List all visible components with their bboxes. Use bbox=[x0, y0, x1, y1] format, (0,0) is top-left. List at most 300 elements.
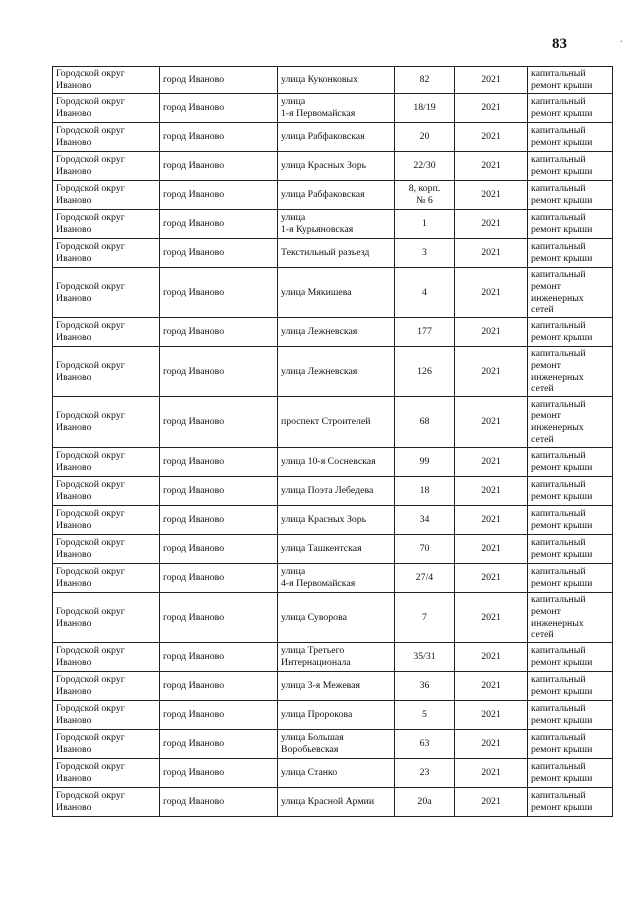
house-number-text: 18 bbox=[419, 485, 430, 497]
house-number-cell bbox=[395, 564, 455, 593]
work-type-text: капитальный ремонт крыши bbox=[531, 450, 593, 473]
city-text: город Иваново bbox=[163, 611, 225, 623]
city-text: город Иваново bbox=[163, 218, 225, 230]
work-type-cell bbox=[528, 397, 613, 448]
street-text: улица Красных Зорь bbox=[281, 160, 367, 172]
table-row bbox=[53, 788, 613, 817]
city-cell bbox=[160, 397, 278, 448]
street-text: проспект Строителей bbox=[281, 416, 371, 428]
district-text: Городской округ Иваново bbox=[56, 761, 125, 784]
district-cell bbox=[53, 643, 160, 672]
district-text: Городской округ Иваново bbox=[56, 450, 125, 473]
house-number-text: 126 bbox=[417, 365, 432, 377]
city-text: город Иваново bbox=[163, 365, 225, 377]
work-type-cell bbox=[528, 564, 613, 593]
house-number-cell bbox=[395, 759, 455, 788]
work-type-text: капитальный ремонт инженерных сетей bbox=[531, 348, 586, 395]
city-text: город Иваново bbox=[163, 102, 225, 114]
work-type-text: капитальный ремонт крыши bbox=[531, 566, 593, 589]
work-type-cell bbox=[528, 268, 613, 318]
street-cell bbox=[278, 268, 395, 318]
district-cell bbox=[53, 67, 160, 94]
year-cell bbox=[455, 397, 528, 448]
street-cell bbox=[278, 564, 395, 593]
city-cell bbox=[160, 477, 278, 506]
work-type-text: капитальный ремонт крыши bbox=[531, 703, 593, 726]
table-row bbox=[53, 564, 613, 593]
district-text: Городской округ Иваново bbox=[56, 537, 125, 560]
table-row bbox=[53, 123, 613, 152]
year-text: 2021 bbox=[481, 485, 501, 497]
work-type-text: капитальный ремонт крыши bbox=[531, 212, 593, 235]
city-cell bbox=[160, 181, 278, 210]
district-text: Городской округ Иваново bbox=[56, 241, 125, 264]
street-text: улица Большая Воробьевская bbox=[281, 732, 344, 755]
city-cell bbox=[160, 701, 278, 730]
page-number: 83 bbox=[552, 36, 567, 52]
house-number-text: 35/31 bbox=[413, 651, 436, 663]
house-number-cell bbox=[395, 535, 455, 564]
city-cell bbox=[160, 67, 278, 94]
street-cell bbox=[278, 318, 395, 347]
house-number-cell bbox=[395, 181, 455, 210]
street-cell bbox=[278, 701, 395, 730]
street-text: улица Лежневская bbox=[281, 365, 358, 377]
city-text: город Иваново bbox=[163, 286, 225, 298]
table-row bbox=[53, 268, 613, 318]
street-text: улица Рабфаковская bbox=[281, 131, 365, 143]
house-number-text: 8, корп. № 6 bbox=[408, 183, 441, 206]
work-type-text: капитальный ремонт инженерных сетей bbox=[531, 269, 586, 316]
house-number-cell bbox=[395, 318, 455, 347]
year-cell bbox=[455, 535, 528, 564]
year-text: 2021 bbox=[481, 416, 501, 428]
street-cell bbox=[278, 181, 395, 210]
house-number-cell bbox=[395, 268, 455, 318]
city-text: город Иваново bbox=[163, 160, 225, 172]
house-number-cell bbox=[395, 730, 455, 759]
house-number-text: 63 bbox=[419, 738, 430, 750]
district-text: Городской округ Иваново bbox=[56, 96, 125, 119]
work-type-cell bbox=[528, 788, 613, 817]
work-type-cell bbox=[528, 181, 613, 210]
year-text: 2021 bbox=[481, 160, 501, 172]
work-type-cell bbox=[528, 318, 613, 347]
city-text: город Иваново bbox=[163, 680, 225, 692]
work-type-cell bbox=[528, 643, 613, 672]
district-cell bbox=[53, 397, 160, 448]
table-row bbox=[53, 477, 613, 506]
work-type-text: капитальный ремонт крыши bbox=[531, 96, 593, 119]
table-row bbox=[53, 239, 613, 268]
street-cell bbox=[278, 347, 395, 397]
work-type-text: капитальный ремонт крыши bbox=[531, 761, 593, 784]
table-row bbox=[53, 535, 613, 564]
street-cell bbox=[278, 535, 395, 564]
year-text: 2021 bbox=[481, 611, 501, 623]
street-text: улица Красных Зорь bbox=[281, 514, 367, 526]
work-type-text: капитальный ремонт крыши bbox=[531, 790, 593, 813]
house-number-cell bbox=[395, 94, 455, 123]
year-text: 2021 bbox=[481, 218, 501, 230]
district-cell bbox=[53, 347, 160, 397]
year-text: 2021 bbox=[481, 767, 501, 779]
year-cell bbox=[455, 347, 528, 397]
city-cell bbox=[160, 347, 278, 397]
district-text: Городской округ Иваново bbox=[56, 212, 125, 235]
street-text: улица 1-я Первомайская bbox=[281, 96, 356, 119]
work-type-cell bbox=[528, 123, 613, 152]
district-text: Городской округ Иваново bbox=[56, 508, 125, 531]
district-text: Городской округ Иваново bbox=[56, 605, 125, 629]
city-cell bbox=[160, 506, 278, 535]
work-type-text: капитальный ремонт крыши bbox=[531, 154, 593, 177]
city-cell bbox=[160, 239, 278, 268]
city-cell bbox=[160, 535, 278, 564]
street-cell bbox=[278, 730, 395, 759]
house-number-text: 70 bbox=[419, 543, 430, 555]
table-row bbox=[53, 643, 613, 672]
street-text: улица Куконковых bbox=[281, 74, 359, 86]
city-cell bbox=[160, 759, 278, 788]
district-text: Городской округ Иваново bbox=[56, 645, 125, 668]
city-text: город Иваново bbox=[163, 485, 225, 497]
district-cell bbox=[53, 318, 160, 347]
house-number-cell bbox=[395, 239, 455, 268]
work-type-cell bbox=[528, 210, 613, 239]
city-cell bbox=[160, 730, 278, 759]
district-text: Городской округ Иваново bbox=[56, 280, 125, 304]
work-type-text: капитальный ремонт крыши bbox=[531, 645, 593, 668]
city-text: город Иваново bbox=[163, 326, 225, 338]
house-number-cell bbox=[395, 123, 455, 152]
district-cell bbox=[53, 701, 160, 730]
street-cell bbox=[278, 672, 395, 701]
table-row bbox=[53, 94, 613, 123]
house-number-cell bbox=[395, 701, 455, 730]
house-number-cell bbox=[395, 788, 455, 817]
house-number-cell bbox=[395, 672, 455, 701]
house-number-cell bbox=[395, 643, 455, 672]
street-text: улица Поэта Лебедева bbox=[281, 485, 374, 497]
work-type-text: капитальный ремонт крыши bbox=[531, 68, 593, 91]
city-cell bbox=[160, 788, 278, 817]
district-cell bbox=[53, 268, 160, 318]
work-type-cell bbox=[528, 701, 613, 730]
house-number-cell bbox=[395, 210, 455, 239]
district-cell bbox=[53, 94, 160, 123]
district-text: Городской округ Иваново bbox=[56, 790, 125, 813]
street-cell bbox=[278, 788, 395, 817]
city-text: город Иваново bbox=[163, 543, 225, 555]
year-cell bbox=[455, 593, 528, 643]
street-text: улица Лежневская bbox=[281, 326, 358, 338]
street-cell bbox=[278, 239, 395, 268]
house-number-cell bbox=[395, 477, 455, 506]
work-type-text: капитальный ремонт крыши bbox=[531, 320, 593, 343]
year-cell bbox=[455, 477, 528, 506]
table-row bbox=[53, 152, 613, 181]
house-number-cell bbox=[395, 67, 455, 94]
work-type-cell bbox=[528, 672, 613, 701]
house-number-text: 3 bbox=[422, 247, 427, 259]
year-text: 2021 bbox=[481, 514, 501, 526]
year-cell bbox=[455, 268, 528, 318]
work-type-cell bbox=[528, 347, 613, 397]
work-type-text: капитальный ремонт крыши bbox=[531, 508, 593, 531]
work-type-text: капитальный ремонт крыши bbox=[531, 241, 593, 264]
district-text: Городской округ Иваново bbox=[56, 154, 125, 177]
street-cell bbox=[278, 152, 395, 181]
work-type-cell bbox=[528, 759, 613, 788]
city-cell bbox=[160, 448, 278, 477]
house-number-text: 20а bbox=[417, 796, 432, 808]
street-cell bbox=[278, 210, 395, 239]
street-text: улица Мякишева bbox=[281, 286, 352, 298]
work-type-cell bbox=[528, 730, 613, 759]
year-cell bbox=[455, 210, 528, 239]
house-number-text: 68 bbox=[419, 416, 430, 428]
year-text: 2021 bbox=[481, 651, 501, 663]
work-type-cell bbox=[528, 239, 613, 268]
street-text: улица Третьего Интернационала bbox=[281, 645, 351, 668]
district-text: Городской округ Иваново bbox=[56, 703, 125, 726]
work-type-cell bbox=[528, 506, 613, 535]
street-cell bbox=[278, 506, 395, 535]
city-text: город Иваново bbox=[163, 247, 225, 259]
year-text: 2021 bbox=[481, 456, 501, 468]
street-text: улица 10-я Сосневская bbox=[281, 456, 376, 468]
city-cell bbox=[160, 564, 278, 593]
city-text: город Иваново bbox=[163, 416, 225, 428]
work-type-text: капитальный ремонт крыши bbox=[531, 183, 593, 206]
street-cell bbox=[278, 759, 395, 788]
city-text: город Иваново bbox=[163, 74, 225, 86]
district-cell bbox=[53, 730, 160, 759]
district-cell bbox=[53, 181, 160, 210]
district-cell bbox=[53, 123, 160, 152]
house-number-text: 20 bbox=[419, 131, 430, 143]
city-cell bbox=[160, 94, 278, 123]
house-number-text: 82 bbox=[419, 74, 430, 86]
house-number-text: 22/30 bbox=[413, 160, 436, 172]
city-text: город Иваново bbox=[163, 709, 225, 721]
city-cell bbox=[160, 210, 278, 239]
year-cell bbox=[455, 239, 528, 268]
table-row bbox=[53, 397, 613, 448]
city-cell bbox=[160, 672, 278, 701]
house-number-text: 99 bbox=[419, 456, 430, 468]
street-cell bbox=[278, 94, 395, 123]
district-cell bbox=[53, 506, 160, 535]
work-type-cell bbox=[528, 94, 613, 123]
year-text: 2021 bbox=[481, 543, 501, 555]
year-text: 2021 bbox=[481, 738, 501, 750]
street-cell bbox=[278, 477, 395, 506]
house-number-text: 27/4 bbox=[415, 572, 434, 584]
registry-body bbox=[53, 67, 613, 817]
city-text: город Иваново bbox=[163, 767, 225, 779]
house-number-cell bbox=[395, 448, 455, 477]
district-cell bbox=[53, 535, 160, 564]
year-cell bbox=[455, 759, 528, 788]
year-cell bbox=[455, 788, 528, 817]
city-cell bbox=[160, 152, 278, 181]
house-number-text: 5 bbox=[422, 709, 427, 721]
work-type-cell bbox=[528, 535, 613, 564]
city-text: город Иваново bbox=[163, 572, 225, 584]
street-cell bbox=[278, 397, 395, 448]
city-cell bbox=[160, 643, 278, 672]
year-text: 2021 bbox=[481, 365, 501, 377]
district-text: Городской округ Иваново bbox=[56, 320, 125, 343]
table-row bbox=[53, 506, 613, 535]
year-text: 2021 bbox=[481, 247, 501, 259]
year-cell bbox=[455, 448, 528, 477]
street-text: улица 3-я Межевая bbox=[281, 680, 361, 692]
house-number-cell bbox=[395, 397, 455, 448]
registry-table bbox=[52, 66, 613, 817]
work-type-cell bbox=[528, 593, 613, 643]
table-row bbox=[53, 759, 613, 788]
city-text: город Иваново bbox=[163, 456, 225, 468]
street-text: улица Пророкова bbox=[281, 709, 353, 721]
work-type-text: капитальный ремонт инженерных сетей bbox=[531, 594, 586, 641]
street-text: улица 1-я Курьяновская bbox=[281, 212, 354, 235]
table-row bbox=[53, 318, 613, 347]
work-type-text: капитальный ремонт инженерных сетей bbox=[531, 398, 586, 445]
year-text: 2021 bbox=[481, 572, 501, 584]
street-cell bbox=[278, 643, 395, 672]
city-text: город Иваново bbox=[163, 514, 225, 526]
work-type-cell bbox=[528, 477, 613, 506]
year-text: 2021 bbox=[481, 189, 501, 201]
city-cell bbox=[160, 123, 278, 152]
work-type-text: капитальный ремонт крыши bbox=[531, 537, 593, 560]
house-number-text: 1 bbox=[422, 218, 427, 230]
district-text: Городской округ Иваново bbox=[56, 125, 125, 148]
table-row bbox=[53, 347, 613, 397]
house-number-cell bbox=[395, 152, 455, 181]
year-text: 2021 bbox=[481, 326, 501, 338]
work-type-text: капитальный ремонт крыши bbox=[531, 732, 593, 755]
street-text: улица Станко bbox=[281, 767, 338, 779]
year-text: 2021 bbox=[481, 796, 501, 808]
work-type-text: капитальный ремонт крыши bbox=[531, 125, 593, 148]
street-cell bbox=[278, 67, 395, 94]
street-text: улица Ташкентская bbox=[281, 543, 362, 555]
district-cell bbox=[53, 239, 160, 268]
work-type-cell bbox=[528, 448, 613, 477]
work-type-text: капитальный ремонт крыши bbox=[531, 674, 593, 697]
city-text: город Иваново bbox=[163, 796, 225, 808]
street-cell bbox=[278, 123, 395, 152]
street-cell bbox=[278, 593, 395, 643]
district-text: Городской округ Иваново bbox=[56, 674, 125, 697]
year-cell bbox=[455, 643, 528, 672]
district-cell bbox=[53, 448, 160, 477]
year-cell bbox=[455, 506, 528, 535]
district-text: Городской округ Иваново bbox=[56, 479, 125, 502]
district-text: Городской округ Иваново bbox=[56, 566, 125, 589]
table-row bbox=[53, 448, 613, 477]
district-cell bbox=[53, 593, 160, 643]
district-cell bbox=[53, 477, 160, 506]
street-text: улица Рабфаковская bbox=[281, 189, 365, 201]
district-cell bbox=[53, 564, 160, 593]
street-text: Текстильный разъезд bbox=[281, 247, 370, 259]
year-cell bbox=[455, 152, 528, 181]
year-cell bbox=[455, 94, 528, 123]
city-cell bbox=[160, 268, 278, 318]
year-cell bbox=[455, 730, 528, 759]
work-type-text: капитальный ремонт крыши bbox=[531, 479, 593, 502]
city-cell bbox=[160, 318, 278, 347]
street-text: улица 4-я Первомайская bbox=[281, 566, 356, 589]
work-type-cell bbox=[528, 67, 613, 94]
city-text: город Иваново bbox=[163, 131, 225, 143]
house-number-text: 23 bbox=[419, 767, 430, 779]
house-number-text: 34 bbox=[419, 514, 430, 526]
year-text: 2021 bbox=[481, 680, 501, 692]
street-text: улица Суворова bbox=[281, 611, 347, 623]
district-text: Городской округ Иваново bbox=[56, 359, 125, 383]
table-row bbox=[53, 593, 613, 643]
year-text: 2021 bbox=[481, 286, 501, 298]
house-number-text: 18/19 bbox=[413, 102, 436, 114]
house-number-cell bbox=[395, 347, 455, 397]
house-number-cell bbox=[395, 593, 455, 643]
corner-mark: . bbox=[620, 34, 623, 45]
district-cell bbox=[53, 152, 160, 181]
year-cell bbox=[455, 123, 528, 152]
district-text: Городской округ Иваново bbox=[56, 183, 125, 206]
year-cell bbox=[455, 181, 528, 210]
district-cell bbox=[53, 788, 160, 817]
year-text: 2021 bbox=[481, 131, 501, 143]
city-text: город Иваново bbox=[163, 189, 225, 201]
house-number-text: 4 bbox=[422, 286, 427, 298]
year-text: 2021 bbox=[481, 74, 501, 86]
table-row bbox=[53, 730, 613, 759]
city-text: город Иваново bbox=[163, 651, 225, 663]
year-text: 2021 bbox=[481, 709, 501, 721]
year-cell bbox=[455, 564, 528, 593]
year-cell bbox=[455, 701, 528, 730]
work-type-cell bbox=[528, 152, 613, 181]
district-text: Городской округ Иваново bbox=[56, 68, 125, 91]
year-text: 2021 bbox=[481, 102, 501, 114]
house-number-text: 177 bbox=[417, 326, 432, 338]
house-number-text: 7 bbox=[422, 611, 427, 623]
street-text: улица Красной Армии bbox=[281, 796, 375, 808]
year-cell bbox=[455, 672, 528, 701]
table-row bbox=[53, 67, 613, 94]
district-cell bbox=[53, 210, 160, 239]
district-text: Городской округ Иваново bbox=[56, 732, 125, 755]
street-cell bbox=[278, 448, 395, 477]
district-cell bbox=[53, 672, 160, 701]
district-text: Городской округ Иваново bbox=[56, 410, 125, 433]
table-row bbox=[53, 210, 613, 239]
district-cell bbox=[53, 759, 160, 788]
table-row bbox=[53, 181, 613, 210]
year-cell bbox=[455, 67, 528, 94]
city-cell bbox=[160, 593, 278, 643]
table-row bbox=[53, 701, 613, 730]
city-text: город Иваново bbox=[163, 738, 225, 750]
year-cell bbox=[455, 318, 528, 347]
